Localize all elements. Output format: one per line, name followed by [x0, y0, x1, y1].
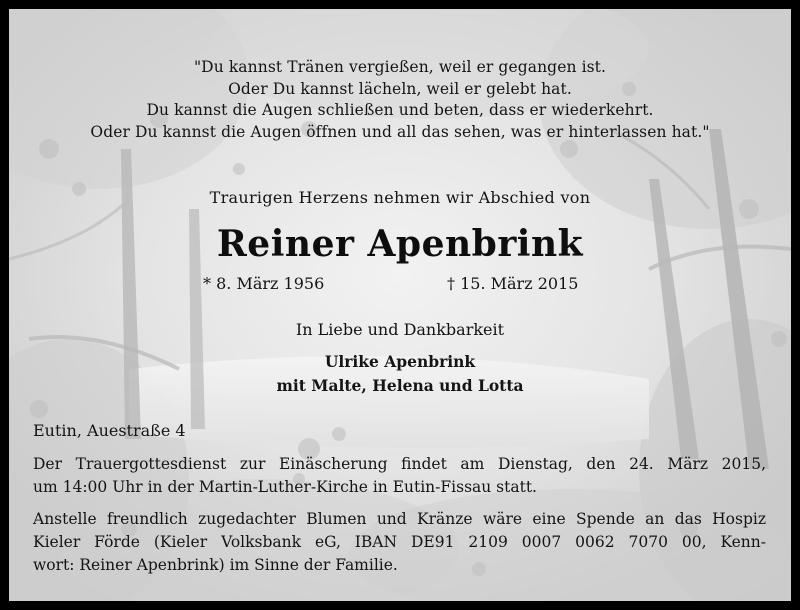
donation-line: Kieler Förde (Kieler Volksbank eG, IBAN DE91 2109 0007 0062 7070 00, Kenn-: [33, 533, 766, 551]
mourner-family: mit Malte, Helena und Lotta: [276, 376, 524, 395]
quote-line: "Du kannst Tränen vergießen, weil er gegangen ist.: [193, 58, 607, 76]
donation-line: Anstelle freundlich zugedachter Blumen und Kränze wäre eine Spende an das Hospiz: [33, 510, 766, 528]
service-paragraph: [33, 453, 766, 499]
quote-line: Oder Du kannst lächeln, weil er gelebt hat.: [228, 79, 572, 98]
family-address: Eutin, Auestraße 4: [33, 421, 186, 440]
service-line: um 14:00 Uhr in der Martin-Luther-Kirche in Eutin-Fissau statt.: [33, 478, 537, 496]
mourner-name: Ulrike Apenbrink: [324, 352, 476, 371]
birth-date: * 8. März 1956: [203, 274, 325, 293]
donation-line: wort: Reiner Apenbrink) im Sinne der Familie.: [33, 556, 398, 574]
death-date: † 15. März 2015: [447, 274, 579, 293]
farewell-intro: Traurigen Herzens nehmen wir Abschied von: [209, 188, 591, 207]
service-line: Der Trauergottesdienst zur Einäscherung findet am Dienstag, den 24. März 2015,: [33, 455, 766, 473]
love-line: In Liebe und Dankbarkeit: [295, 320, 505, 339]
quote-line: Oder Du kannst die Augen öffnen und all das sehen, was er hinterlassen hat.": [90, 122, 710, 141]
deceased-name: Reiner Apenbrink: [216, 223, 584, 265]
notice-content: [9, 9, 791, 601]
memorial-quote: [9, 57, 791, 143]
donation-paragraph: [33, 508, 766, 577]
quote-line: Du kannst die Augen schließen und beten, dass er wiederkehrt.: [146, 101, 654, 119]
